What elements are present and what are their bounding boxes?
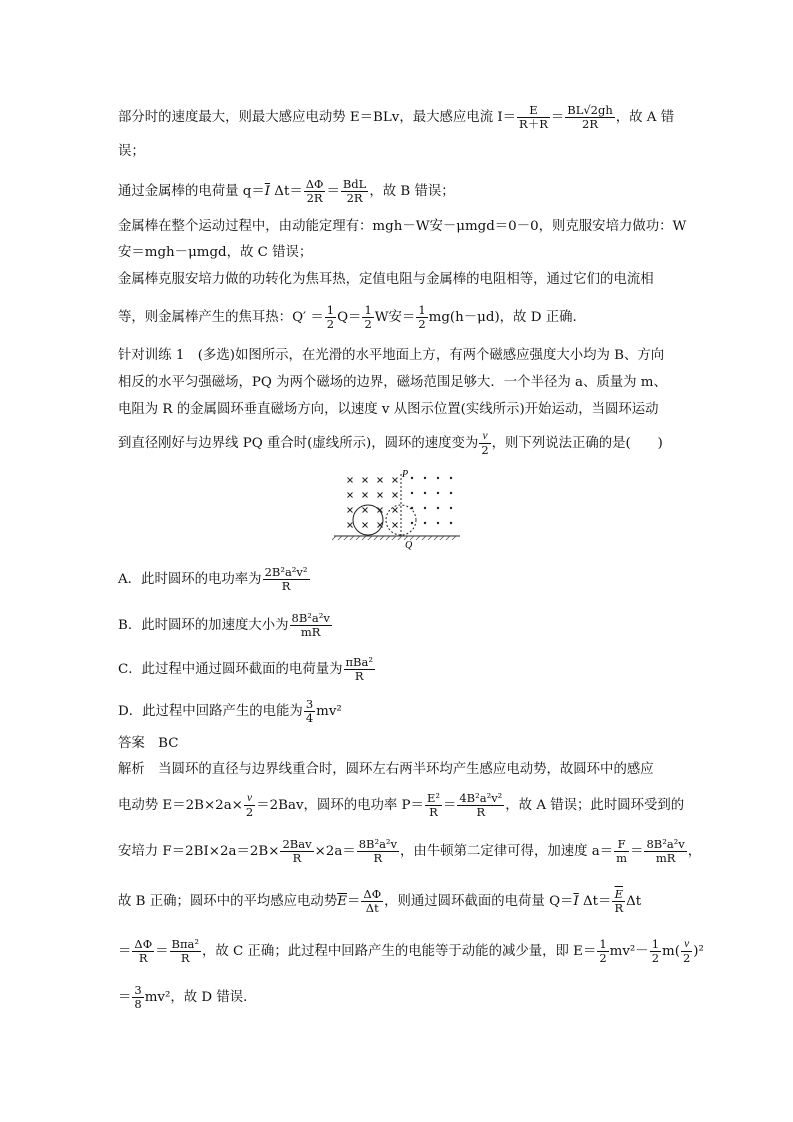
cross-field-region bbox=[348, 478, 398, 528]
dot-mark bbox=[411, 492, 413, 494]
text-line: 安＝mgh－μmgd，故 C 错误； bbox=[118, 245, 313, 260]
option-b: B．此时圆环的加速度大小为 $\frac{\text{8B²a²v}}{mR}$ bbox=[118, 611, 330, 639]
dot-mark bbox=[450, 477, 452, 479]
dot-field-region bbox=[411, 477, 452, 524]
analysis-line: 电动势 E＝2B×2a× $\frac{v}{2}$ ＝2Bav，圆环的电功率 P＝ $\frac{\text{E²}}{R}$ ＝ $\frac{\text{4B²a²v²}}{R}$ ，故 A 错误；此时圆环受到的 bbox=[118, 791, 685, 819]
cross-mark bbox=[378, 478, 383, 483]
hatch-line bbox=[398, 536, 402, 540]
hatch-line bbox=[380, 536, 384, 540]
hatch-line bbox=[440, 536, 444, 540]
hatch-line bbox=[416, 536, 420, 540]
text: 部分时的速度最大，则最大感应电动势 E＝BLv，最大感应电流 I＝ bbox=[118, 110, 517, 125]
cross-mark bbox=[363, 508, 368, 513]
hatch-line bbox=[356, 536, 360, 540]
hatch-line bbox=[368, 536, 372, 540]
text-line: 部分时的速度最大，则最大感应电动势 E＝BLv，最大感应电流 I＝ $\frac{E}{R+R}$ ＝ $\frac{BL√2gh}{2R}$ ，故 A 错 bbox=[118, 103, 675, 131]
option-c: C．此过程中通过圆环截面的电荷量为 $\frac{\text{πBa²}}{R}$ bbox=[118, 655, 373, 683]
cross-mark bbox=[393, 478, 398, 483]
dot-mark bbox=[411, 522, 413, 524]
fraction: $\frac{E}{R+R}$ bbox=[519, 103, 548, 131]
fraction: $\frac{BL√2gh}{2R}$ bbox=[567, 103, 613, 131]
analysis-line: 故 B 正确；圆环中的平均感应电动势$\overline{E}=$ $\frac{\Delta\Phi}{\Delta t}$ ，则通过圆环截面的电荷量 $Q=\overline{I}$ Δt＝ $\frac{\overline{E}}{R}$ Δt bbox=[118, 887, 642, 915]
cross-mark bbox=[363, 493, 368, 498]
hatch-line bbox=[446, 536, 450, 540]
dot-mark bbox=[424, 522, 426, 524]
text-line: 通过金属棒的电荷量 $q=\overline{I}$ Δt＝ $\frac{\Delta\Phi}{2R}$ ＝ $\frac{\text{BdL}}{2R}$ ，故 B 错误； bbox=[118, 177, 455, 205]
cross-mark bbox=[348, 523, 353, 528]
cross-mark bbox=[393, 508, 398, 513]
dot-mark bbox=[411, 477, 413, 479]
dot-mark bbox=[424, 477, 426, 479]
hatch-line bbox=[332, 536, 336, 540]
cross-mark bbox=[348, 478, 353, 483]
hatch-line bbox=[428, 536, 432, 540]
label-p: P bbox=[402, 469, 409, 480]
hatch-line bbox=[338, 536, 342, 540]
analysis-line: 解析 当圆环的直径与边界线重合时，圆环左右两半环均产生感应电动势，故圆环中的感应 bbox=[118, 762, 654, 777]
hatch-line bbox=[392, 536, 396, 540]
text-line: 金属棒在整个运动过程中，由动能定理有：mgh－W安－μmgd＝0－0，则克服安培力做功：W bbox=[118, 219, 687, 234]
dot-mark bbox=[450, 507, 452, 509]
cross-mark bbox=[363, 523, 368, 528]
hatch-line bbox=[344, 536, 348, 540]
text-line: 误； bbox=[118, 144, 145, 159]
ground-hatch bbox=[332, 536, 456, 540]
cross-mark bbox=[348, 508, 353, 513]
dot-mark bbox=[437, 522, 439, 524]
cross-mark bbox=[348, 493, 353, 498]
dot-mark bbox=[450, 492, 452, 494]
answer-line: 答案 BC bbox=[118, 736, 179, 751]
dot-mark bbox=[437, 507, 439, 509]
solid-ring bbox=[353, 505, 383, 535]
dot-mark bbox=[437, 492, 439, 494]
dot-mark bbox=[424, 507, 426, 509]
dot-mark bbox=[450, 522, 452, 524]
hatch-line bbox=[350, 536, 354, 540]
label-q: Q bbox=[405, 540, 413, 551]
option-d: D．此过程中回路产生的电能为 $\frac{3}{4}$ mv² bbox=[118, 697, 342, 725]
option-a: A．此时圆环的电功率为 $\frac{\text{2B²a²v²}}{R}$ bbox=[118, 565, 308, 593]
magnetic-field-figure bbox=[332, 466, 462, 552]
text-line: 到直径刚好与边界线 PQ 重合时(虚线所示)，圆环的速度变为 $\frac{v}{2}$ ，则下列说法正确的是( ) bbox=[118, 430, 663, 457]
text-line: 相反的水平匀强磁场，PQ 为两个磁场的边界，磁场范围足够大．一个半径为 a、质量为 m、 bbox=[118, 375, 667, 390]
dot-mark bbox=[437, 477, 439, 479]
text-line: 电阻为 R 的金属圆环垂直磁场方向，以速度 v 从图示位置(实线所示)开始运动，当圆环运动 bbox=[118, 402, 659, 417]
cross-mark bbox=[393, 493, 398, 498]
hatch-line bbox=[434, 536, 438, 540]
text-line: 金属棒克服安培力做的功转化为焦耳热，定值电阻与金属棒的电阻相等，通过它们的电流相 bbox=[118, 272, 654, 287]
cross-mark bbox=[393, 523, 398, 528]
text-line: 等，则金属棒产生的焦耳热：Q′ ＝ $\frac{1}{2}$ Q＝ $\frac{1}{2}$ W安＝ $\frac{1}{2}$ mg(h－μd)，故 D 正确． bbox=[118, 303, 586, 331]
analysis-line: ＝ $\frac{\Delta\Phi}{R}$ ＝ $\frac{\text{Bπa²}}{R}$ ，故 C 正确；此过程中回路产生的电能等于动能的减少量，即 E＝ $\frac{1}{2}$ mv²－ $\frac{1}{2}$ m( $\frac{v}{2}$ )² bbox=[118, 937, 704, 965]
text-line: 针对训练 1 (多选)如图所示，在光滑的水平地面上方，有两个磁感应强度大小均为 B、方向 bbox=[118, 348, 665, 363]
analysis-line: 安培力 F＝2BI×2a＝2B× $\frac{\text{2Bav}}{R}$ ×2a＝ $\frac{\text{8B²a²v}}{R}$ ，由牛顿第二定律可得，加速度 a＝ $\frac{F}{m}$ ＝ $\frac{\text{8B²a²v}}{mR}$ ， bbox=[118, 837, 702, 865]
hatch-line bbox=[452, 536, 456, 540]
dot-mark bbox=[424, 492, 426, 494]
cross-mark bbox=[378, 493, 383, 498]
hatch-line bbox=[362, 536, 366, 540]
hatch-line bbox=[374, 536, 378, 540]
hatch-line bbox=[422, 536, 426, 540]
cross-mark bbox=[363, 478, 368, 483]
hatch-line bbox=[386, 536, 390, 540]
analysis-line: ＝ $\frac{3}{8}$ mv²，故 D 错误． bbox=[118, 983, 257, 1011]
